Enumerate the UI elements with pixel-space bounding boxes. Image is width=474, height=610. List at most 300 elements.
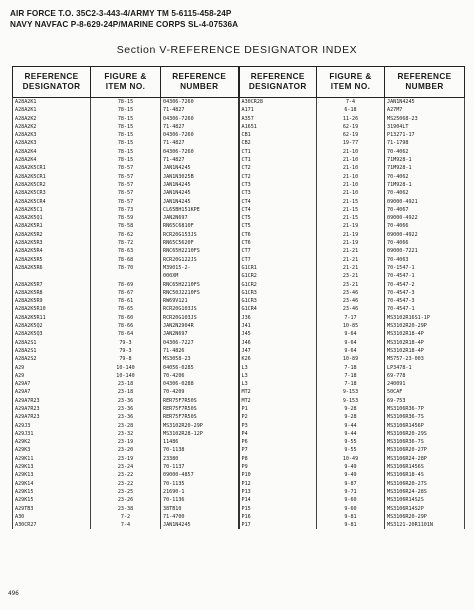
figure-item-cell: 78-57 [91, 173, 161, 181]
figure-item-cell: 78-15 [91, 139, 161, 147]
ref-designator-2-cell: P16 [239, 513, 317, 521]
ref-number-2-cell: 70-4547-1 [385, 272, 465, 280]
page-number: 496 [8, 590, 19, 597]
figure-item-2-cell: 23-46 [317, 305, 385, 313]
figure-item-2-cell: 9-153 [317, 397, 385, 405]
ref-number-2-cell: MS3106R36-7S [385, 413, 465, 421]
ref-number-2-cell: 09000-4922 [385, 231, 465, 239]
ref-designator-2-cell: P15 [239, 505, 317, 513]
ref-designator-2-cell: P4 [239, 430, 317, 438]
ref-designator-2-cell: P6 [239, 438, 317, 446]
ref-designator-2-cell: CT4 [239, 206, 317, 214]
ref-designator-2-cell: MT2 [239, 388, 317, 396]
ref-number-cell: RN65C5620F [161, 239, 239, 247]
figure-item-cell: 78-69 [91, 281, 161, 289]
ref-number-cell: 71-4826 [161, 347, 239, 355]
ref-number-2-cell: 70-4066 [385, 222, 465, 230]
ref-designator-cell: A28A2K5Q3 [13, 330, 91, 338]
ref-number-cell: CL65BH151KPE [161, 206, 239, 214]
ref-number-cell: RER75F7R50S [161, 413, 239, 421]
ref-designator-cell: A28A2K5R2 [13, 231, 91, 239]
figure-item-cell: 7-4 [91, 521, 161, 529]
figure-item-2-cell: 9-87 [317, 480, 385, 488]
ref-designator-cell: A28A2K5CR3 [13, 189, 91, 197]
ref-number-cell: JAN1N4245 [161, 198, 239, 206]
ref-number-cell: 70-1136 [161, 496, 239, 504]
table-row [13, 413, 465, 421]
ref-number-cell: RNC50J2210FS [161, 289, 239, 297]
publication-header [10, 9, 238, 30]
col-header-ref-number-2: REFERENCE NUMBER [385, 67, 465, 98]
ref-number-2-cell: 71M928-1 [385, 164, 465, 172]
figure-item-cell: 78-67 [91, 289, 161, 297]
ref-number-cell: 70-4209 [161, 388, 239, 396]
ref-designator-2-cell: J47 [239, 347, 317, 355]
figure-item-2-cell: 21-10 [317, 148, 385, 156]
ref-number-2-cell: MS3106R20-27S [385, 480, 465, 488]
figure-item-2-cell: 21-19 [317, 239, 385, 247]
figure-item-2-cell: 21-21 [317, 264, 385, 272]
table-row [13, 281, 465, 289]
table-row [13, 471, 465, 479]
table-row [13, 339, 465, 347]
table-row [13, 239, 465, 247]
table-row [13, 430, 465, 438]
figure-item-2-cell: 7-18 [317, 380, 385, 388]
figure-item-cell: 78-58 [91, 222, 161, 230]
ref-designator-2-cell: CB1 [239, 131, 317, 139]
figure-item-2-cell: 10-89 [317, 355, 385, 363]
figure-item-cell: 7-2 [91, 513, 161, 521]
ref-designator-2-cell: J36 [239, 314, 317, 322]
figure-item-2-cell: 9-49 [317, 471, 385, 479]
ref-designator-cell: A29J3 [13, 422, 91, 430]
figure-item-2-cell: 21-21 [317, 256, 385, 264]
ref-number-cell: JAN1N4245 [161, 521, 239, 529]
table-row [13, 139, 465, 147]
ref-designator-cell: A29K15 [13, 488, 91, 496]
ref-number-2-cell: MS3106R14S2P [385, 505, 465, 513]
ref-designator-cell: A28A2K5R11 [13, 314, 91, 322]
figure-item-cell: 23-32 [91, 430, 161, 438]
ref-designator-cell: A28A2K5R9 [13, 297, 91, 305]
ref-number-2-cell: MS3102R20-29P [385, 322, 465, 330]
ref-designator-2-cell: CT6 [239, 231, 317, 239]
ref-number-cell: 71-4827 [161, 106, 239, 114]
ref-designator-cell: A29K15 [13, 496, 91, 504]
ref-designator-2-cell: P13 [239, 488, 317, 496]
ref-number-2-cell: 70-4547-3 [385, 289, 465, 297]
figure-item-cell: 79-8 [91, 355, 161, 363]
ref-designator-cell: A28A2K1 [13, 98, 91, 107]
table-row [13, 463, 465, 471]
ref-designator-2-cell: P17 [239, 521, 317, 529]
ref-number-cell: RN65C6810F [161, 222, 239, 230]
ref-number-cell: 71-4827 [161, 123, 239, 131]
ref-number-cell: 04306-7260 [161, 115, 239, 123]
figure-item-cell: 78-68 [91, 256, 161, 264]
ref-number-2-cell: 70-4062 [385, 148, 465, 156]
ref-number-cell: RW69V121 [161, 297, 239, 305]
ref-number-cell: 21690-1 [161, 488, 239, 496]
figure-item-cell: 78-15 [91, 148, 161, 156]
figure-item-cell: 10-140 [91, 364, 161, 372]
col-header-ref-number: REFERENCE NUMBER [161, 67, 239, 98]
col-header-ref-designator: REFERENCE DESIGNATOR [13, 67, 91, 98]
table-row [13, 164, 465, 172]
ref-designator-2-cell: CT1 [239, 148, 317, 156]
ref-number-cell: 04306-7260 [161, 131, 239, 139]
ref-designator-cell: A28A2K3 [13, 131, 91, 139]
figure-item-cell: 23-28 [91, 422, 161, 430]
ref-designator-2-cell: P9 [239, 463, 317, 471]
figure-item-cell: 23-18 [91, 388, 161, 396]
ref-number-2-cell: 70-4547-1 [385, 305, 465, 313]
table-row [13, 422, 465, 430]
ref-designator-cell: A28A2S1 [13, 347, 91, 355]
table-row [13, 115, 465, 123]
ref-number-cell: 000XM [161, 272, 239, 280]
table-row [13, 289, 465, 297]
header-line-1: AIR FORCE T.O. 35C2-3-443-4/ARMY TM 5-6115-458-24P [10, 9, 232, 18]
ref-designator-2-cell: CT4 [239, 198, 317, 206]
ref-designator-2-cell: P14 [239, 496, 317, 504]
ref-designator-2-cell: L3 [239, 372, 317, 380]
ref-designator-cell: A28A2K5R1 [13, 222, 91, 230]
ref-number-cell: RNC65H2210FS [161, 247, 239, 255]
ref-number-2-cell: 09000-7221 [385, 247, 465, 255]
figure-item-2-cell: 9-64 [317, 330, 385, 338]
figure-item-2-cell: 9-28 [317, 413, 385, 421]
ref-number-2-cell: MS3106R24-28S [385, 488, 465, 496]
ref-number-cell: 23380 [161, 455, 239, 463]
col-header-figure-item-2: FIGURE & ITEM NO. [317, 67, 385, 98]
ref-number-cell: 04056-0285 [161, 364, 239, 372]
ref-designator-2-cell: G1CR3 [239, 297, 317, 305]
figure-item-cell: 23-24 [91, 463, 161, 471]
figure-item-2-cell: 23-21 [317, 272, 385, 280]
ref-designator-cell: A29A7R23 [13, 397, 91, 405]
table-row [13, 222, 465, 230]
ref-number-2-cell: A27M7 [385, 106, 465, 114]
table-row [13, 397, 465, 405]
ref-number-cell: 71-4700 [161, 513, 239, 521]
ref-designator-2-cell: CB2 [239, 139, 317, 147]
ref-designator-2-cell: P3 [239, 422, 317, 430]
figure-item-2-cell: 21-10 [317, 173, 385, 181]
ref-designator-cell: A28A2K5R3 [13, 239, 91, 247]
table-row [13, 231, 465, 239]
ref-number-2-cell: 09000-4921 [385, 198, 465, 206]
figure-item-2-cell: 62-19 [317, 123, 385, 131]
figure-item-cell: 78-70 [91, 264, 161, 272]
figure-item-cell: 23-22 [91, 480, 161, 488]
ref-number-cell: RER75F7R50S [161, 405, 239, 413]
ref-number-cell: RER75F7R50S [161, 397, 239, 405]
ref-number-cell: JAN2N697 [161, 330, 239, 338]
figure-item-2-cell: 21-10 [317, 189, 385, 197]
ref-number-2-cell: MS3106R14S2S [385, 496, 465, 504]
ref-designator-cell: A29K14 [13, 480, 91, 488]
figure-item-cell: 23-19 [91, 438, 161, 446]
figure-item-2-cell: 23-46 [317, 289, 385, 297]
ref-number-cell: 38TB10 [161, 505, 239, 513]
ref-number-cell: 71-4827 [161, 156, 239, 164]
ref-designator-cell: A29A7R23 [13, 413, 91, 421]
ref-number-cell: JAN2N697 [161, 214, 239, 222]
ref-number-2-cell: MS3102R18-4P [385, 330, 465, 338]
ref-designator-2-cell: G1CR1 [239, 264, 317, 272]
figure-item-2-cell: 21-21 [317, 247, 385, 255]
table-row [13, 364, 465, 372]
ref-designator-2-cell: G1CR2 [239, 272, 317, 280]
figure-item-cell: 78-61 [91, 297, 161, 305]
figure-item-cell: 78-15 [91, 115, 161, 123]
ref-designator-cell: A29K13 [13, 471, 91, 479]
ref-designator-cell: A28A2K5R4 [13, 247, 91, 255]
figure-item-cell: 78-65 [91, 305, 161, 313]
figure-item-2-cell: 9-71 [317, 488, 385, 496]
ref-number-2-cell: 09000-4922 [385, 214, 465, 222]
ref-number-2-cell: MS3106R20-29S [385, 430, 465, 438]
ref-number-2-cell: 70-4547-2 [385, 281, 465, 289]
ref-number-2-cell: LP3478-1 [385, 364, 465, 372]
ref-designator-2-cell: CT2 [239, 164, 317, 172]
figure-item-cell: 78-60 [91, 314, 161, 322]
ref-number-2-cell: MS25068-23 [385, 115, 465, 123]
ref-designator-2-cell: CT6 [239, 239, 317, 247]
figure-item-2-cell: 9-64 [317, 347, 385, 355]
figure-item-cell: 23-36 [91, 413, 161, 421]
table-row [13, 131, 465, 139]
ref-designator-2-cell: CT5 [239, 222, 317, 230]
figure-item-2-cell: 9-153 [317, 388, 385, 396]
ref-designator-2-cell: L3 [239, 364, 317, 372]
table-row [13, 106, 465, 114]
ref-number-2-cell: 50CAF [385, 388, 465, 396]
ref-number-cell: M39015-2- [161, 264, 239, 272]
figure-item-cell: 78-15 [91, 106, 161, 114]
ref-designator-2-cell: A30CR28 [239, 98, 317, 107]
table-row [13, 388, 465, 396]
ref-number-cell: MS3058-23 [161, 355, 239, 363]
figure-item-cell: 78-15 [91, 98, 161, 107]
table-row [13, 256, 465, 264]
table-row [13, 330, 465, 338]
ref-designator-cell: A29K13 [13, 463, 91, 471]
ref-designator-cell: A29A7R23 [13, 405, 91, 413]
ref-designator-cell: A28A2K5R5 [13, 256, 91, 264]
ref-designator-2-cell: A357 [239, 115, 317, 123]
ref-number-cell: JAN1N3025B [161, 173, 239, 181]
ref-designator-cell: A29A7 [13, 380, 91, 388]
ref-number-cell: RCR20G122JS [161, 256, 239, 264]
figure-item-2-cell: 21-15 [317, 214, 385, 222]
ref-designator-cell: A28A2K5R8 [13, 289, 91, 297]
table-row [13, 513, 465, 521]
figure-item-2-cell: 23-46 [317, 297, 385, 305]
figure-item-cell: 23-26 [91, 496, 161, 504]
ref-designator-2-cell: P2 [239, 413, 317, 421]
figure-item-cell: 78-64 [91, 330, 161, 338]
ref-number-cell: JAN1N4245 [161, 164, 239, 172]
table-row [13, 305, 465, 313]
figure-item-2-cell: 21-10 [317, 181, 385, 189]
figure-item-2-cell: 7-18 [317, 372, 385, 380]
table-row [13, 438, 465, 446]
figure-item-2-cell: 11-26 [317, 115, 385, 123]
ref-number-2-cell: MS3106R18-4S [385, 471, 465, 479]
figure-item-2-cell: 7-17 [317, 314, 385, 322]
ref-designator-2-cell: J45 [239, 330, 317, 338]
figure-item-cell: 23-36 [91, 397, 161, 405]
table-header-row [13, 67, 465, 98]
ref-number-2-cell: 70-4067 [385, 206, 465, 214]
ref-designator-2-cell: CT7 [239, 247, 317, 255]
ref-designator-2-cell: CT5 [239, 214, 317, 222]
ref-number-cell: RCR20G103JS [161, 305, 239, 313]
figure-item-2-cell: 10-85 [317, 322, 385, 330]
figure-item-cell: 79-3 [91, 339, 161, 347]
ref-designator-cell: A28A2K2 [13, 123, 91, 131]
ref-designator-cell: A28A2K1 [13, 106, 91, 114]
ref-designator-cell: A28A2K5C1 [13, 206, 91, 214]
figure-item-2-cell: 9-44 [317, 430, 385, 438]
ref-number-cell: MS3102R20-29P [161, 422, 239, 430]
figure-item-2-cell: 6-18 [317, 106, 385, 114]
table-row [13, 214, 465, 222]
figure-item-cell: 78-57 [91, 189, 161, 197]
ref-number-cell: 70-1135 [161, 480, 239, 488]
ref-designator-2-cell: P10 [239, 471, 317, 479]
figure-item-cell: 78-63 [91, 247, 161, 255]
ref-designator-cell: A29K11 [13, 455, 91, 463]
ref-designator-2-cell: P1 [239, 405, 317, 413]
ref-number-cell: RCR20G153JS [161, 231, 239, 239]
figure-item-cell: 78-15 [91, 131, 161, 139]
ref-designator-cell: A28A2K5CR1 [13, 173, 91, 181]
figure-item-2-cell: 7-4 [317, 98, 385, 107]
ref-number-2-cell: MS3102R18-4P [385, 339, 465, 347]
table-row [13, 488, 465, 496]
ref-designator-cell: A28A2K4 [13, 148, 91, 156]
ref-designator-cell: A28A2S1 [13, 339, 91, 347]
figure-item-cell: 23-38 [91, 505, 161, 513]
figure-item-cell: 78-73 [91, 206, 161, 214]
ref-number-cell: 04306-7260 [161, 98, 239, 107]
ref-designator-2-cell: P7 [239, 446, 317, 454]
ref-designator-cell: A28A2K5R6 [13, 264, 91, 272]
ref-designator-cell: A28A2K3 [13, 139, 91, 147]
table-row [13, 355, 465, 363]
figure-item-2-cell: 62-19 [317, 131, 385, 139]
ref-designator-cell: A28A2K5R10 [13, 305, 91, 313]
ref-designator-cell: A29K3 [13, 446, 91, 454]
ref-designator-cell: A28A2K5CR2 [13, 181, 91, 189]
figure-item-2-cell: 21-10 [317, 164, 385, 172]
ref-number-2-cell: MS3102R16S1-1P [385, 314, 465, 322]
table-row [13, 455, 465, 463]
figure-item-2-cell: 21-15 [317, 206, 385, 214]
table-row [13, 247, 465, 255]
figure-item-2-cell: 23-21 [317, 281, 385, 289]
figure-item-cell: 78-57 [91, 181, 161, 189]
table-row [13, 173, 465, 181]
table-row [13, 206, 465, 214]
figure-item-2-cell: 9-55 [317, 446, 385, 454]
figure-item-cell: 10-140 [91, 372, 161, 380]
ref-number-2-cell: JAN1N4245 [385, 98, 465, 107]
ref-number-cell: 04306-7260 [161, 148, 239, 156]
ref-number-2-cell: MS3106R24-28P [385, 455, 465, 463]
ref-number-2-cell: MS3121-20R1101N [385, 521, 465, 529]
ref-designator-cell: A29J31 [13, 430, 91, 438]
table-row [13, 189, 465, 197]
ref-designator-cell: A28A2K2 [13, 115, 91, 123]
figure-item-cell: 78-15 [91, 123, 161, 131]
figure-item-cell: 78-62 [91, 231, 161, 239]
ref-designator-2-cell: P12 [239, 480, 317, 488]
table-row [13, 297, 465, 305]
ref-number-2-cell: 31904LT [385, 123, 465, 131]
ref-number-cell: MS3102R28-12P [161, 430, 239, 438]
ref-number-2-cell: P13271-17 [385, 131, 465, 139]
ref-number-2-cell: MS3106R36-7S [385, 438, 465, 446]
ref-designator-cell: A28A2K4 [13, 156, 91, 164]
table-row [13, 505, 465, 513]
ref-designator-cell: A29 [13, 372, 91, 380]
figure-item-2-cell: 9-60 [317, 496, 385, 504]
ref-designator-cell: A30 [13, 513, 91, 521]
ref-number-2-cell: MS3106R1456P [385, 422, 465, 430]
ref-designator-2-cell: CT2 [239, 173, 317, 181]
ref-number-cell: 71-4827 [161, 139, 239, 147]
figure-item-2-cell: 21-19 [317, 231, 385, 239]
ref-designator-cell: A28A2K5CR4 [13, 198, 91, 206]
table-row [13, 380, 465, 388]
ref-designator-cell: A28A2K5Q2 [13, 322, 91, 330]
table-row [13, 264, 465, 272]
ref-number-cell: RCR20G103JS [161, 314, 239, 322]
ref-designator-cell [13, 272, 91, 280]
ref-number-2-cell: 70-1547-1 [385, 264, 465, 272]
ref-number-cell: RNC65H2210FS [161, 281, 239, 289]
figure-item-2-cell: 9-55 [317, 438, 385, 446]
figure-item-2-cell: 10-49 [317, 455, 385, 463]
ref-designator-2-cell: A171 [239, 106, 317, 114]
ref-designator-2-cell: CT3 [239, 181, 317, 189]
table-row [13, 521, 465, 529]
figure-item-2-cell: 19-77 [317, 139, 385, 147]
ref-designator-2-cell: G1CR4 [239, 305, 317, 313]
ref-designator-cell: A28A2K5R7 [13, 281, 91, 289]
figure-item-2-cell: 9-81 [317, 513, 385, 521]
table-row [13, 347, 465, 355]
ref-designator-cell: A29K2 [13, 438, 91, 446]
figure-item-cell: 23-25 [91, 488, 161, 496]
table-row [13, 181, 465, 189]
figure-item-cell: 23-18 [91, 380, 161, 388]
ref-designator-cell: A30CR27 [13, 521, 91, 529]
ref-number-2-cell: MS3106R1456S [385, 463, 465, 471]
ref-number-2-cell: 70-4062 [385, 173, 465, 181]
table-row [13, 198, 465, 206]
ref-number-2-cell: 70-4063 [385, 256, 465, 264]
ref-number-cell: 11486 [161, 438, 239, 446]
figure-item-cell: 23-20 [91, 446, 161, 454]
ref-designator-2-cell: G1CR3 [239, 289, 317, 297]
ref-designator-cell: A29 [13, 364, 91, 372]
